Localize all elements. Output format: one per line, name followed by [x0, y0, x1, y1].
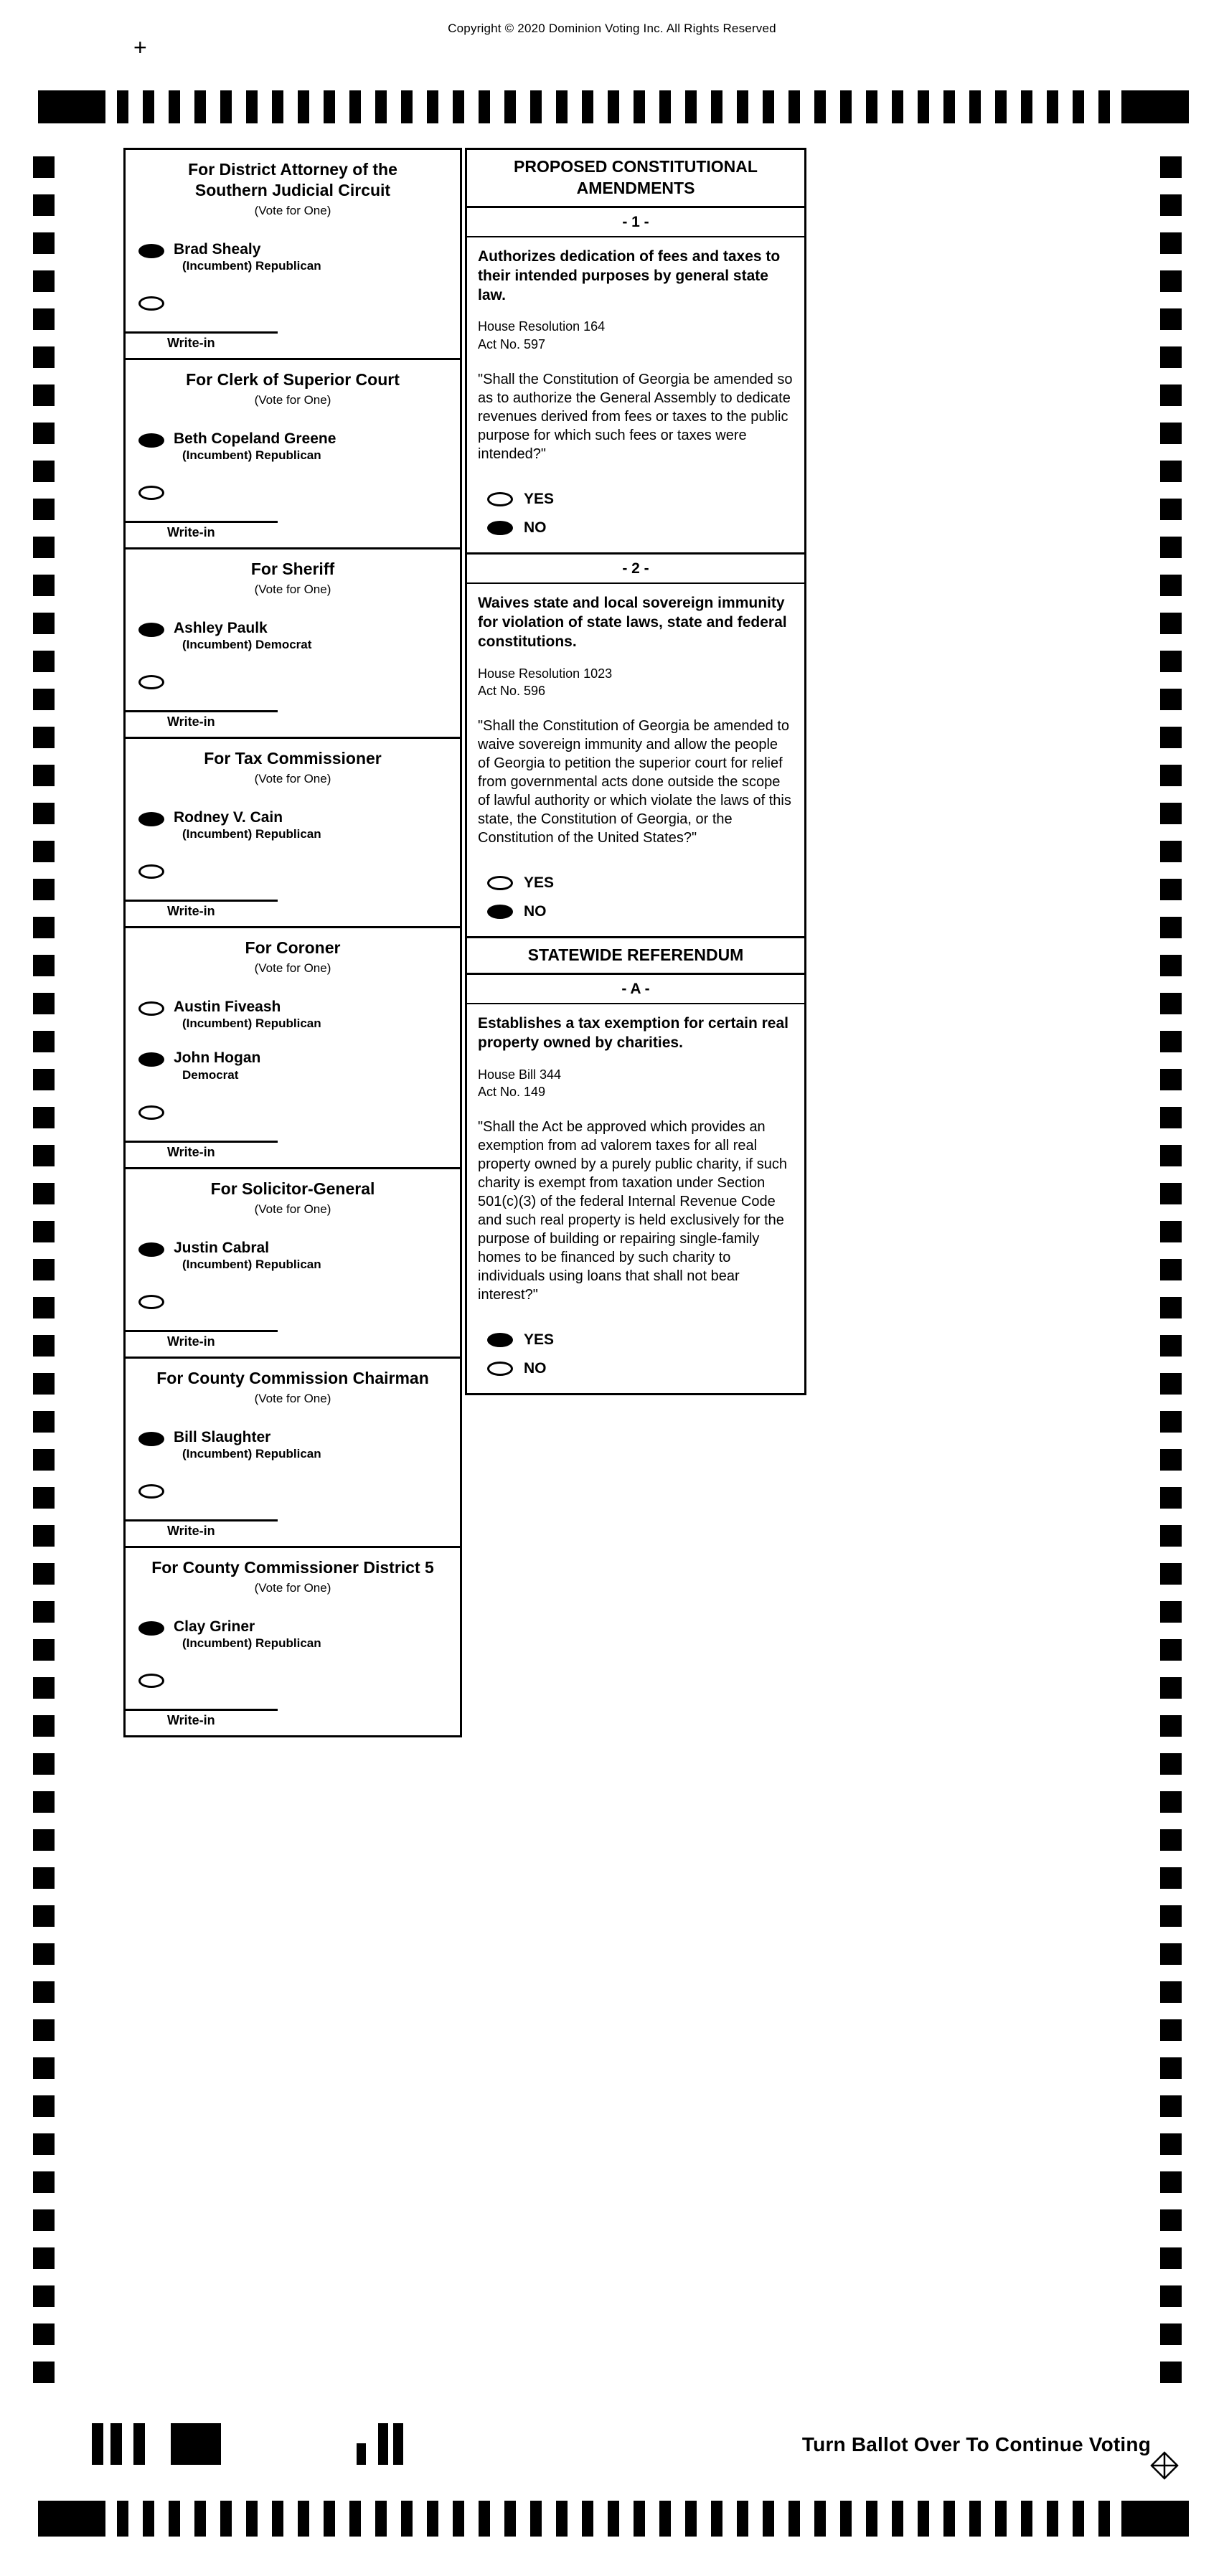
contest-title: For County Commission Chairman: [156, 1368, 429, 1387]
yes-option: [467, 1326, 804, 1354]
measure-question: "Shall the Act be approved which provides an exemption from ad valorem taxes for all real property owned by a purely public charity, if such charity is exempt from taxation under Section 501(c)(3) of the federal Internal Revenue Code and such real property is held exclusively for the purpose of building or repairing single-family homes to be financed by such charity to individuals using loans that shall not bear interest?": [478, 1119, 787, 1303]
measure-references: [478, 318, 794, 353]
write-in-line[interactable]: [126, 900, 278, 902]
write-in-label: Write-in: [167, 335, 215, 350]
timing-block-left: [38, 2501, 105, 2537]
candidate-party: (Incumbent) Democrat: [182, 637, 312, 651]
candidate-party: (Incumbent) Republican: [182, 1257, 321, 1271]
contest-title: For Sheriff: [250, 560, 335, 579]
candidate-option: [126, 1035, 460, 1086]
referendum-a: [465, 973, 806, 1395]
measure-summary: Authorizes dedication of fees and taxes to their intended purposes by general state law.: [478, 247, 781, 303]
candidate-party: (Incumbent) Republican: [182, 1446, 321, 1461]
write-in-label: Write-in: [167, 714, 215, 730]
measure-ref: Act No. 597: [478, 336, 546, 352]
contest-title: For Clerk of Superior Court: [186, 369, 400, 389]
candidate-option: [126, 1225, 460, 1276]
no-label: NO: [524, 903, 547, 920]
write-in-label: Write-in: [167, 1144, 215, 1159]
yes-oval[interactable]: [487, 1333, 513, 1347]
copyright-notice: Copyright © 2020 Dominion Voting Inc. All Rights Reserved: [448, 22, 776, 35]
timing-bars: [117, 2501, 1110, 2537]
write-in-oval-row: [126, 1655, 460, 1699]
amendments-header: PROPOSED CONSTITUTIONAL AMENDMENTS: [465, 148, 806, 208]
measure-ref: Act No. 149: [478, 1085, 546, 1100]
contest-county-commission-chairman: [123, 1357, 462, 1548]
ballot-oval[interactable]: [138, 1242, 164, 1257]
write-in-line[interactable]: [126, 1330, 278, 1332]
write-in-line[interactable]: [126, 1519, 278, 1521]
ballot-oval[interactable]: [138, 1001, 164, 1016]
candidate-party: Democrat: [182, 1067, 239, 1082]
timing-marks-bottom: [38, 2501, 1189, 2537]
no-label: NO: [524, 1360, 547, 1377]
measure-number: - 1 -: [467, 208, 804, 237]
candidate-option: [126, 795, 460, 846]
vote-for-one-instruction: (Vote for One): [254, 961, 331, 976]
candidate-text: [174, 1429, 321, 1461]
write-in-oval-row: [126, 1276, 460, 1320]
no-option: [467, 514, 804, 542]
write-in-oval[interactable]: [138, 1295, 164, 1309]
ballot-oval[interactable]: [138, 244, 164, 258]
barcode-bar: [110, 2423, 122, 2465]
candidate-name: Justin Cabral: [174, 1239, 270, 1256]
measures-column: [465, 148, 806, 1395]
vote-for-one-instruction: (Vote for One): [254, 1202, 331, 1216]
measure-references: [478, 1066, 794, 1101]
candidate-party: (Incumbent) Republican: [182, 258, 321, 273]
vote-for-one-instruction: (Vote for One): [254, 582, 331, 596]
measure-options: [467, 869, 804, 926]
contest-solicitor-general: [123, 1167, 462, 1359]
write-in-oval[interactable]: [138, 1105, 164, 1120]
yes-oval[interactable]: [487, 876, 513, 890]
barcode-bar: [378, 2423, 388, 2465]
measure-references: [478, 665, 794, 700]
ballot-oval[interactable]: [138, 623, 164, 637]
candidate-text: [174, 620, 311, 652]
candidate-name: Ashley Paulk: [174, 619, 268, 636]
write-in-oval[interactable]: [138, 1484, 164, 1499]
vote-for-one-instruction: (Vote for One): [254, 392, 331, 407]
write-in-oval-row: [126, 467, 460, 511]
amendment-2: [465, 552, 806, 938]
candidate-name: Rodney V. Cain: [174, 808, 283, 826]
candidate-text: [174, 1618, 321, 1651]
candidate-name: Austin Fiveash: [174, 999, 281, 1016]
candidate-option: [126, 1415, 460, 1466]
timing-block-left: [38, 90, 105, 123]
measure-summary: Establishes a tax exemption for certain real property owned by charities.: [478, 1015, 789, 1051]
barcode-bar: [171, 2423, 221, 2465]
contest-sheriff: [123, 547, 462, 739]
contest-title: For Solicitor-General: [210, 1179, 375, 1198]
amendment-1: [465, 206, 806, 555]
contest-clerk-superior-court: [123, 358, 462, 549]
measure-summary: Waives state and local sovereign immunity for violation of state laws, state and federal constitutions.: [478, 595, 787, 650]
candidate-party: (Incumbent) Republican: [182, 827, 321, 841]
ballot-oval[interactable]: [138, 1432, 164, 1446]
candidate-text: [174, 430, 336, 463]
candidate-party: (Incumbent) Republican: [182, 1636, 321, 1651]
yes-option: [467, 485, 804, 514]
write-in-line[interactable]: [126, 521, 278, 523]
vote-for-one-instruction: (Vote for One): [254, 1580, 331, 1595]
contest-title: For County Commissioner District 5: [151, 1558, 434, 1577]
write-in-label: Write-in: [167, 525, 215, 540]
timing-marks-left: [33, 156, 55, 2383]
yes-label: YES: [524, 1331, 555, 1349]
write-in-line[interactable]: [126, 1709, 278, 1711]
write-in-oval[interactable]: [138, 296, 164, 311]
contest-tax-commissioner: [123, 737, 462, 928]
candidate-option: [126, 605, 460, 656]
measure-question: "Shall the Constitution of Georgia be amended to waive sovereign immunity and allow the people of Georgia to petition the superior court for relief from governmental acts done outside the scope of lawful authority or which violate the laws of this state, the Constitution of Georgia, or the Constitution of the United States?": [478, 718, 791, 846]
write-in-line[interactable]: [126, 710, 278, 712]
write-in-oval-row: [126, 1466, 460, 1509]
candidate-text: [174, 809, 321, 841]
candidate-option: [126, 984, 460, 1035]
timing-block-right: [1121, 2501, 1189, 2537]
write-in-oval-row: [126, 1087, 460, 1131]
write-in-oval[interactable]: [138, 486, 164, 500]
candidate-name: Brad Shealy: [174, 240, 261, 258]
barcode-bar: [92, 2423, 103, 2465]
barcode-bar: [133, 2423, 145, 2465]
write-in-line[interactable]: [126, 1141, 278, 1143]
registration-plus-mark: +: [133, 34, 147, 60]
contest-district-attorney: [123, 148, 462, 360]
no-oval[interactable]: [487, 521, 513, 535]
candidate-text: [174, 1240, 321, 1272]
contest-title: For Coroner: [245, 938, 341, 958]
write-in-label: Write-in: [167, 904, 215, 919]
candidate-text: [174, 1049, 260, 1082]
ballot-oval[interactable]: [138, 1621, 164, 1636]
candidate-name: Beth Copeland Greene: [174, 430, 336, 447]
candidate-name: Clay Griner: [174, 1618, 255, 1635]
timing-bars: [117, 90, 1110, 123]
candidate-name: John Hogan: [174, 1049, 261, 1067]
registration-target-icon: [1149, 2450, 1180, 2484]
measure-options: [467, 485, 804, 542]
candidate-option: [126, 227, 460, 278]
yes-label: YES: [524, 874, 555, 892]
vote-for-one-instruction: (Vote for One): [254, 1391, 331, 1405]
measure-number: - 2 -: [467, 555, 804, 584]
contest-coroner: [123, 926, 462, 1169]
vote-for-one-instruction: (Vote for One): [254, 203, 331, 217]
yes-oval[interactable]: [487, 492, 513, 506]
measure-question: "Shall the Constitution of Georgia be amended so as to authorize the General Assembly to dedicate revenues derived from fees or taxes to the public purpose for which such fees or taxes were intended?": [478, 372, 793, 462]
write-in-oval[interactable]: [138, 864, 164, 879]
ballot-stub-number: 51: [392, 2435, 403, 2445]
no-oval[interactable]: [487, 1362, 513, 1376]
write-in-oval[interactable]: [138, 1674, 164, 1688]
write-in-line[interactable]: [126, 331, 278, 334]
contests-column: [123, 148, 462, 1737]
write-in-oval-row: [126, 846, 460, 890]
write-in-label: Write-in: [167, 1334, 215, 1349]
write-in-label: Write-in: [167, 1713, 215, 1728]
candidate-name: Bill Slaughter: [174, 1428, 271, 1445]
vote-for-one-instruction: (Vote for One): [254, 771, 331, 785]
write-in-oval-row: [126, 278, 460, 321]
ballot-oval[interactable]: [138, 1052, 164, 1067]
write-in-label: Write-in: [167, 1524, 215, 1539]
yes-label: YES: [524, 491, 555, 507]
yes-option: [467, 869, 804, 897]
no-oval[interactable]: [487, 905, 513, 919]
timing-block-right: [1121, 90, 1189, 123]
candidate-party: (Incumbent) Republican: [182, 1016, 321, 1031]
contest-county-commissioner-district-5: [123, 1546, 462, 1737]
ballot-oval[interactable]: [138, 812, 164, 826]
contest-title: For Tax Commissioner: [204, 749, 382, 768]
referendum-header: STATEWIDE REFERENDUM: [465, 936, 806, 975]
no-option: [467, 897, 804, 926]
write-in-oval-row: [126, 656, 460, 700]
turn-ballot-over-instruction: Turn Ballot Over To Continue Voting: [801, 2433, 1151, 2455]
no-label: NO: [524, 519, 547, 536]
candidate-option: [126, 1604, 460, 1655]
candidate-option: [126, 416, 460, 467]
write-in-oval[interactable]: [138, 675, 164, 689]
timing-marks-top: [38, 90, 1189, 123]
ballot-oval[interactable]: [138, 433, 164, 448]
candidate-party: (Incumbent) Republican: [182, 448, 321, 462]
candidate-text: [174, 999, 321, 1031]
measure-options: [467, 1326, 804, 1383]
timing-marks-right: [1160, 156, 1182, 2383]
barcode-bar: [357, 2443, 366, 2465]
candidate-text: [174, 241, 321, 273]
measure-ref: House Resolution 1023: [478, 666, 613, 681]
measure-ref: House Bill 344: [478, 1067, 562, 1082]
measure-ref: House Resolution 164: [478, 319, 606, 334]
no-option: [467, 1354, 804, 1383]
measure-ref: Act No. 596: [478, 683, 546, 698]
measure-number: - A -: [467, 975, 804, 1004]
contest-title: For District Attorney of the Southern Judicial Circuit: [188, 160, 397, 199]
